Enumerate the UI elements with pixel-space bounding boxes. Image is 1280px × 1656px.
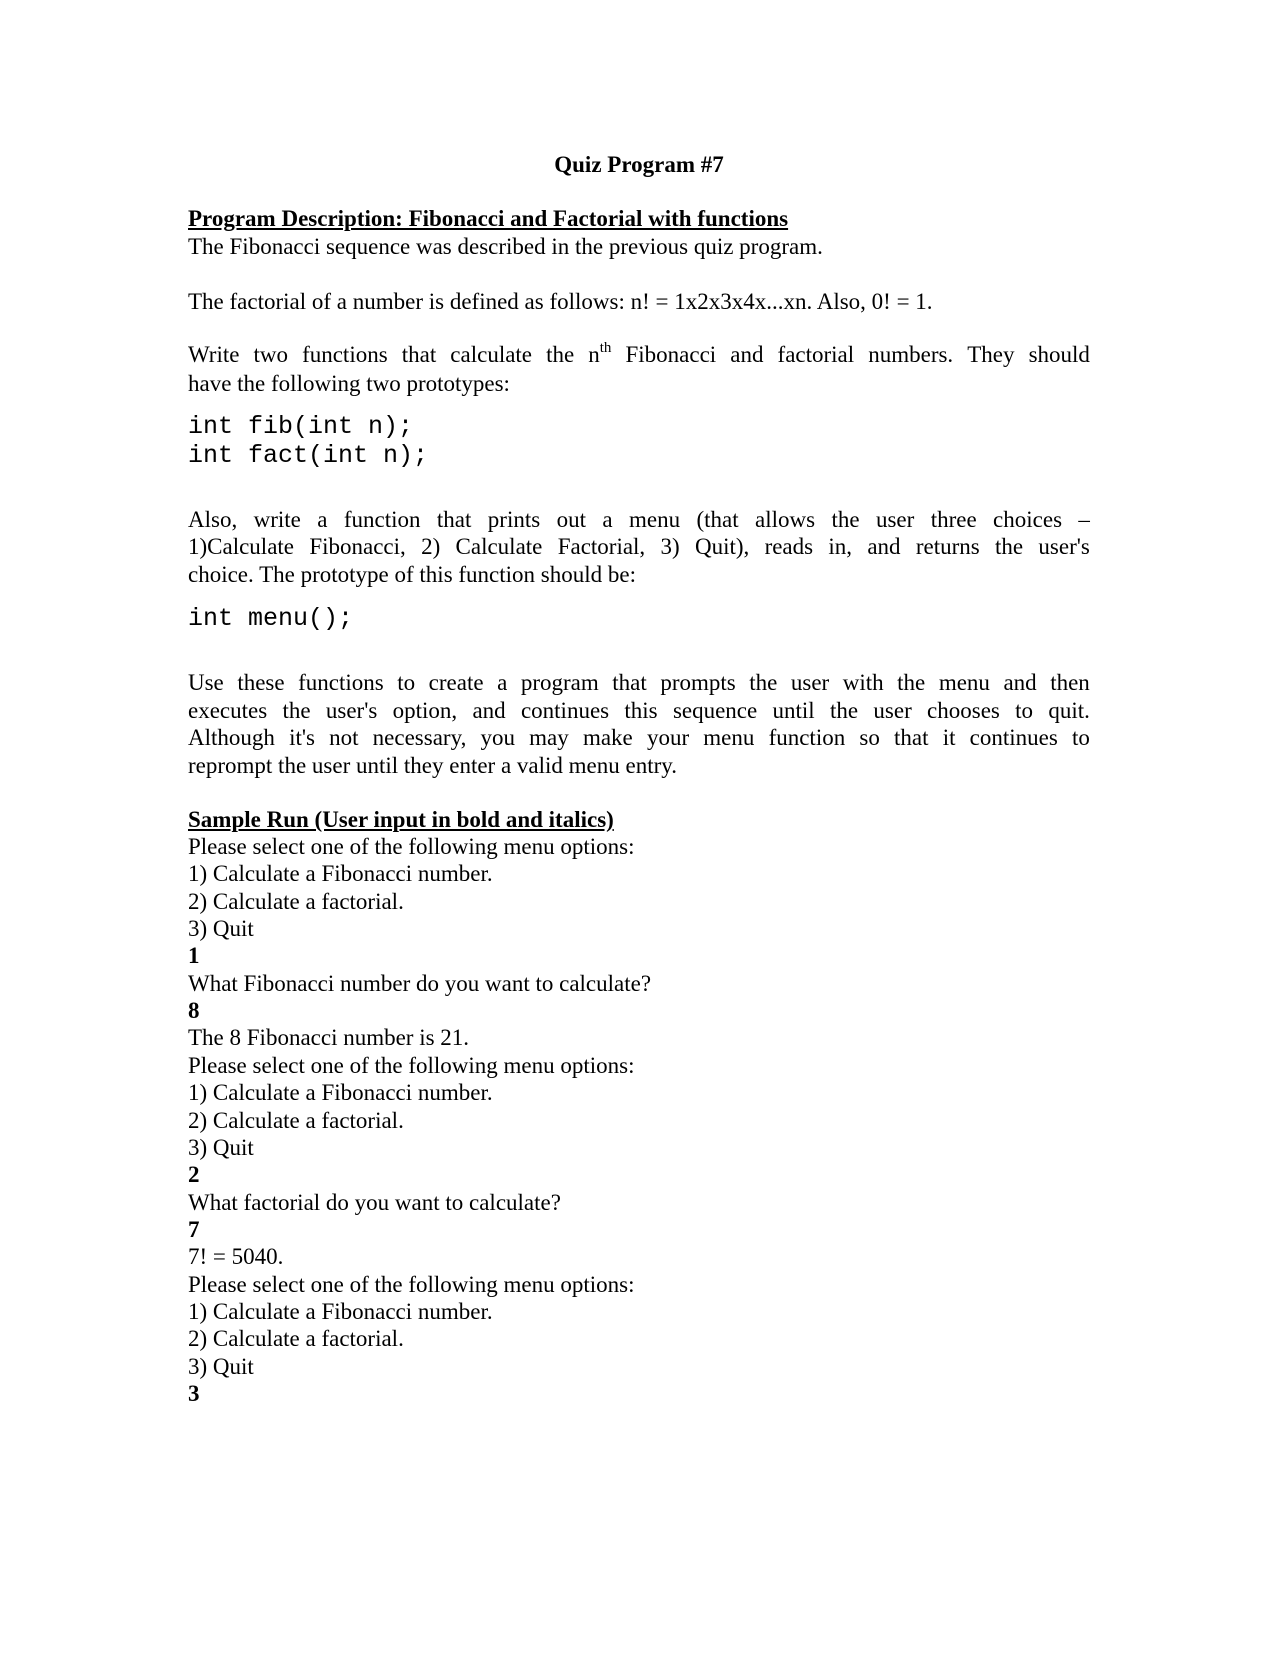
word: functions xyxy=(298,670,384,695)
word: then xyxy=(1050,670,1090,695)
word: chooses xyxy=(927,698,1000,723)
output-line: 1) Calculate a Fibonacci number. xyxy=(188,1080,493,1106)
output-line: 7! = 5040. xyxy=(188,1244,284,1270)
word: $n^{th}$ xyxy=(588,340,612,367)
word: until xyxy=(772,698,815,723)
word: Write xyxy=(188,342,240,367)
word: continues xyxy=(520,698,610,723)
word: write xyxy=(253,507,301,532)
use-paragraph-line-4: reprompt the user until they enter a valid menu entry. xyxy=(188,753,678,778)
word: numbers. xyxy=(868,342,954,367)
word: menu xyxy=(938,670,990,695)
menu-paragraph-line-3: choice. The prototype of this function should be: xyxy=(188,562,636,587)
output-line: Please select one of the following menu options: xyxy=(188,834,635,859)
code-menu-prototype: int menu(); xyxy=(188,604,354,633)
word: a xyxy=(602,507,613,532)
word: 2) xyxy=(421,534,441,559)
word: a xyxy=(497,670,508,695)
word: 1)Calculate xyxy=(188,534,295,559)
word: out xyxy=(556,507,586,532)
menu-paragraph-line-1 xyxy=(188,506,1090,534)
word: function xyxy=(768,725,846,750)
code-fib-prototype: int fib(int n); xyxy=(188,412,414,441)
word: Fibonacci xyxy=(625,342,717,367)
word: Quit), xyxy=(694,534,750,559)
word: the xyxy=(282,698,311,723)
word: create xyxy=(428,670,484,695)
word: these xyxy=(237,670,285,695)
word: Fibonacci, xyxy=(309,534,406,559)
word: the xyxy=(995,534,1024,559)
write-functions-line-1 xyxy=(188,341,1090,369)
word: user xyxy=(790,670,830,695)
word: in, xyxy=(828,534,853,559)
word: user xyxy=(873,698,912,723)
word: that xyxy=(612,670,647,695)
word: user xyxy=(875,507,915,532)
word: user's xyxy=(325,698,378,723)
word: – xyxy=(1078,507,1090,532)
factorial-paragraph: The factorial of a number is defined as follows: n! = 1x2x3x4x...xn. Also, 0! = 1. xyxy=(188,289,933,314)
write-functions-line-2: have the following two prototypes: xyxy=(188,371,510,396)
word: a xyxy=(317,507,328,532)
superscript: th xyxy=(599,340,612,356)
user-input-line: 2 xyxy=(188,1162,200,1188)
user-input-line: 8 xyxy=(188,998,200,1024)
word: the xyxy=(897,670,926,695)
word: make xyxy=(582,725,633,750)
word: factorial xyxy=(777,342,855,367)
menu-paragraph-line-2 xyxy=(188,533,1090,561)
output-line: 2) Calculate a factorial. xyxy=(188,1326,404,1352)
word: prompts xyxy=(660,670,736,695)
output-line: What Fibonacci number do you want to calculate? xyxy=(188,970,652,996)
word: to xyxy=(397,670,416,695)
word: program xyxy=(520,670,599,695)
word: the xyxy=(546,342,575,367)
description-heading: Program Description: Fibonacci and Factorial with functions xyxy=(188,206,789,231)
word: the xyxy=(830,698,859,723)
output-line: 3) Quit xyxy=(188,916,254,942)
word: option, xyxy=(392,698,458,723)
word: with xyxy=(842,670,884,695)
use-paragraph-line-3 xyxy=(188,724,1090,752)
word: necessary, xyxy=(372,725,467,750)
word: executes xyxy=(188,698,268,723)
word: sequence xyxy=(672,698,758,723)
output-line: Please select one of the following menu options: xyxy=(188,1271,635,1297)
word: (that xyxy=(696,507,739,532)
use-paragraph-line-1 xyxy=(188,669,1090,697)
word: returns xyxy=(915,534,980,559)
word: reads xyxy=(764,534,814,559)
output-line: 1) Calculate a Fibonacci number. xyxy=(188,861,493,887)
word: that xyxy=(436,507,472,532)
word: user's xyxy=(1038,534,1090,559)
word: three xyxy=(930,507,977,532)
word: They xyxy=(967,342,1015,367)
output-line: 1) Calculate a Fibonacci number. xyxy=(188,1298,493,1324)
word: prints xyxy=(487,507,541,532)
word: and xyxy=(1003,670,1037,695)
word: Calculate xyxy=(455,534,543,559)
sample-run-heading: Sample Run (User input in bold and italics) xyxy=(188,807,614,832)
word: function xyxy=(343,507,421,532)
output-line: 2) Calculate a factorial. xyxy=(188,1107,404,1133)
user-input-line: 3 xyxy=(188,1381,200,1406)
word: Although xyxy=(188,725,275,750)
word: it's xyxy=(289,725,315,750)
word: two xyxy=(253,342,288,367)
word: calculate xyxy=(450,342,533,367)
word: that xyxy=(401,342,437,367)
user-input-line: 7 xyxy=(188,1216,200,1242)
user-input-line: 1 xyxy=(188,943,200,969)
word: Also, xyxy=(188,507,238,532)
word: that xyxy=(894,725,929,750)
word: continues xyxy=(969,725,1058,750)
word: functions xyxy=(302,342,388,367)
word: not xyxy=(329,725,359,750)
word: may xyxy=(529,725,569,750)
word: your xyxy=(646,725,690,750)
word: this xyxy=(624,698,658,723)
output-line: Please select one of the following menu options: xyxy=(188,1052,635,1078)
word: to xyxy=(1015,698,1034,723)
word: and xyxy=(730,342,764,367)
word: menu xyxy=(628,507,681,532)
code-fact-prototype: int fact(int n); xyxy=(188,441,429,470)
page-title: Quiz Program #7 xyxy=(554,152,724,177)
output-line: 2) Calculate a factorial. xyxy=(188,888,404,914)
word: should xyxy=(1028,342,1090,367)
word: the xyxy=(831,507,860,532)
output-line: The 8 Fibonacci number is 21. xyxy=(188,1025,470,1051)
word: 3) xyxy=(660,534,680,559)
fibonacci-paragraph: The Fibonacci sequence was described in the previous quiz program. xyxy=(188,234,823,259)
word: to xyxy=(1071,725,1090,750)
use-paragraph-line-2 xyxy=(188,697,1090,725)
word: and xyxy=(867,534,901,559)
word: the xyxy=(749,670,778,695)
output-line: 3) Quit xyxy=(188,1353,254,1379)
word: so xyxy=(859,725,880,750)
word: allows xyxy=(755,507,816,532)
word: and xyxy=(472,698,506,723)
output-line: 3) Quit xyxy=(188,1134,254,1160)
word: quit. xyxy=(1048,698,1090,723)
word: Factorial, xyxy=(557,534,646,559)
word: Use xyxy=(188,670,224,695)
word: menu xyxy=(703,725,755,750)
word: it xyxy=(942,725,956,750)
word: choices xyxy=(993,507,1063,532)
word: you xyxy=(480,725,515,750)
output-line: What factorial do you want to calculate? xyxy=(188,1189,561,1215)
